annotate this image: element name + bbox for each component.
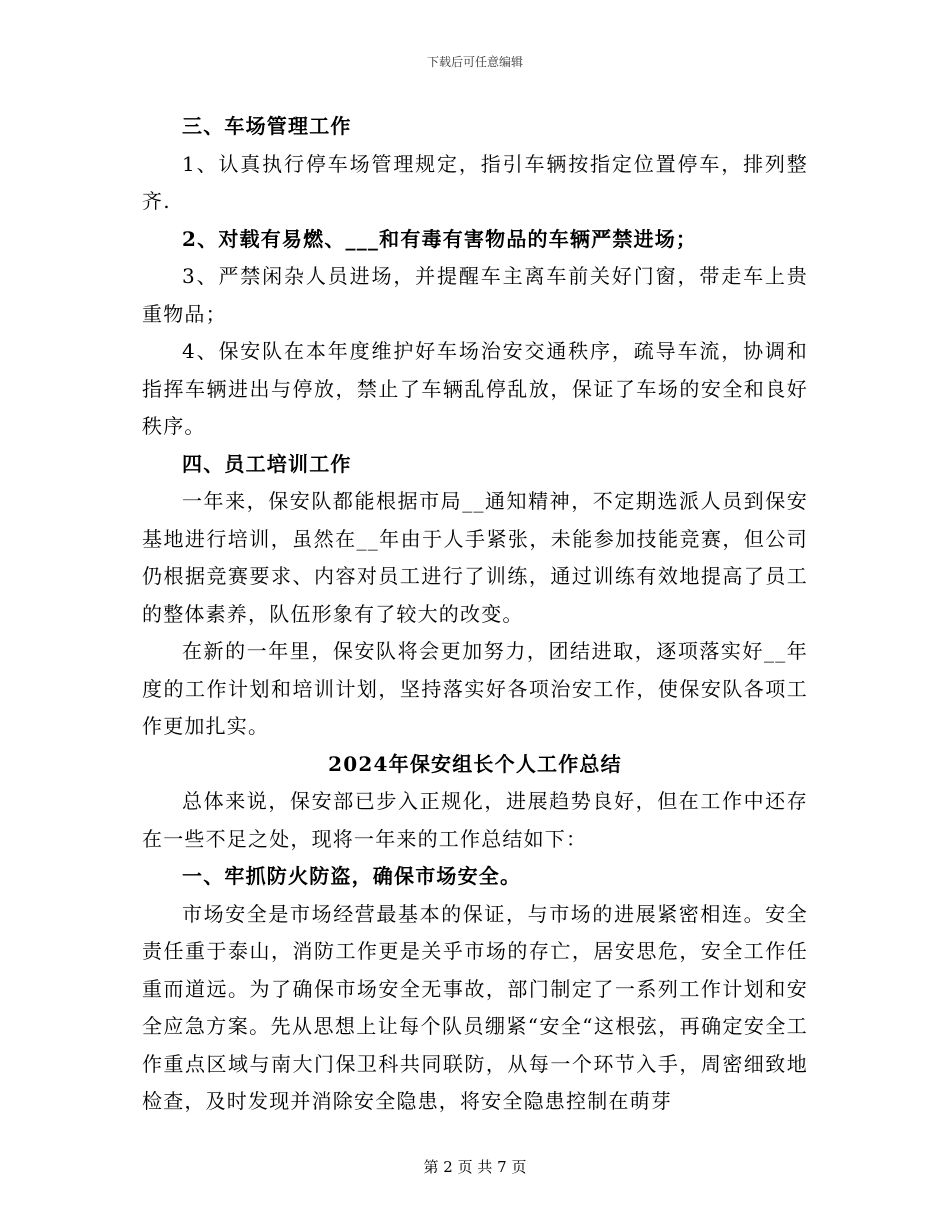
page-number: 第 2 页 共 7 页 [423, 1158, 527, 1176]
paragraph: 4、保安队在本年度维护好车场治安交通秩序，疏导车流，协调和指挥车辆进出与停放，禁止了车辆乱停乱放，保证了车场的安全和良好秩序。 [142, 339, 808, 438]
paragraph-bold: 2、对载有易燃、___和有毒有害物品的车辆严禁进场； [182, 226, 698, 251]
document-body [142, 108, 808, 1121]
paragraph: 一年来，保安队都能根据市局__通知精神，不定期选派人员到保安基地进行培训，虽然在__年由于人手紧张，未能参加技能竞赛，但公司仍根据竞赛要求、内容对员工进行了训练，通过训练有效地提高了员工的整体素养，队伍形象有了较大的改变。 [142, 489, 808, 626]
section-heading-parking: 三、车场管理工作 [182, 114, 352, 138]
paragraph: 总体来说，保安部已步入正规化，进展趋势良好，但在工作中还存在一些不足之处，现将一年来的工作总结如下： [142, 789, 808, 851]
paragraph: 市场安全是市场经营最基本的保证，与市场的进展紧密相连。安全责任重于泰山，消防工作更是关乎市场的存亡，居安思危，安全工作任重而道远。为了确保市场安全无事故，部门制定了一系列工作计划和安全应急方案。先从思想上让每个队员绷紧“安全“这根弦，再确定安全工作重点区域与南大门保卫科共同联防，从每一个环节入手，周密细致地检查，及时发现并消除安全隐患，将安全隐患控制在萌芽 [142, 901, 808, 1113]
paragraph: 在新的一年里，保安队将会更加努力，团结进取，逐项落实好__年度的工作计划和培训计划，坚持落实好各项治安工作，使保安队各项工作更加扎实。 [142, 639, 808, 738]
paragraph: 3、严禁闲杂人员进场，并提醒车主离车前关好门窗，带走车上贵重物品； [142, 264, 808, 326]
document-title: 2024年保安组长个人工作总结 [328, 751, 622, 776]
section-heading-fire-safety: 一、牢抓防火防盗，确保市场安全。 [182, 864, 522, 888]
page-header-note: 下载后可任意编辑 [426, 55, 523, 69]
paragraph: 1、认真执行停车场管理规定，指引车辆按指定位置停车，排列整齐. [142, 151, 808, 213]
section-heading-training: 四、员工培训工作 [182, 451, 352, 476]
